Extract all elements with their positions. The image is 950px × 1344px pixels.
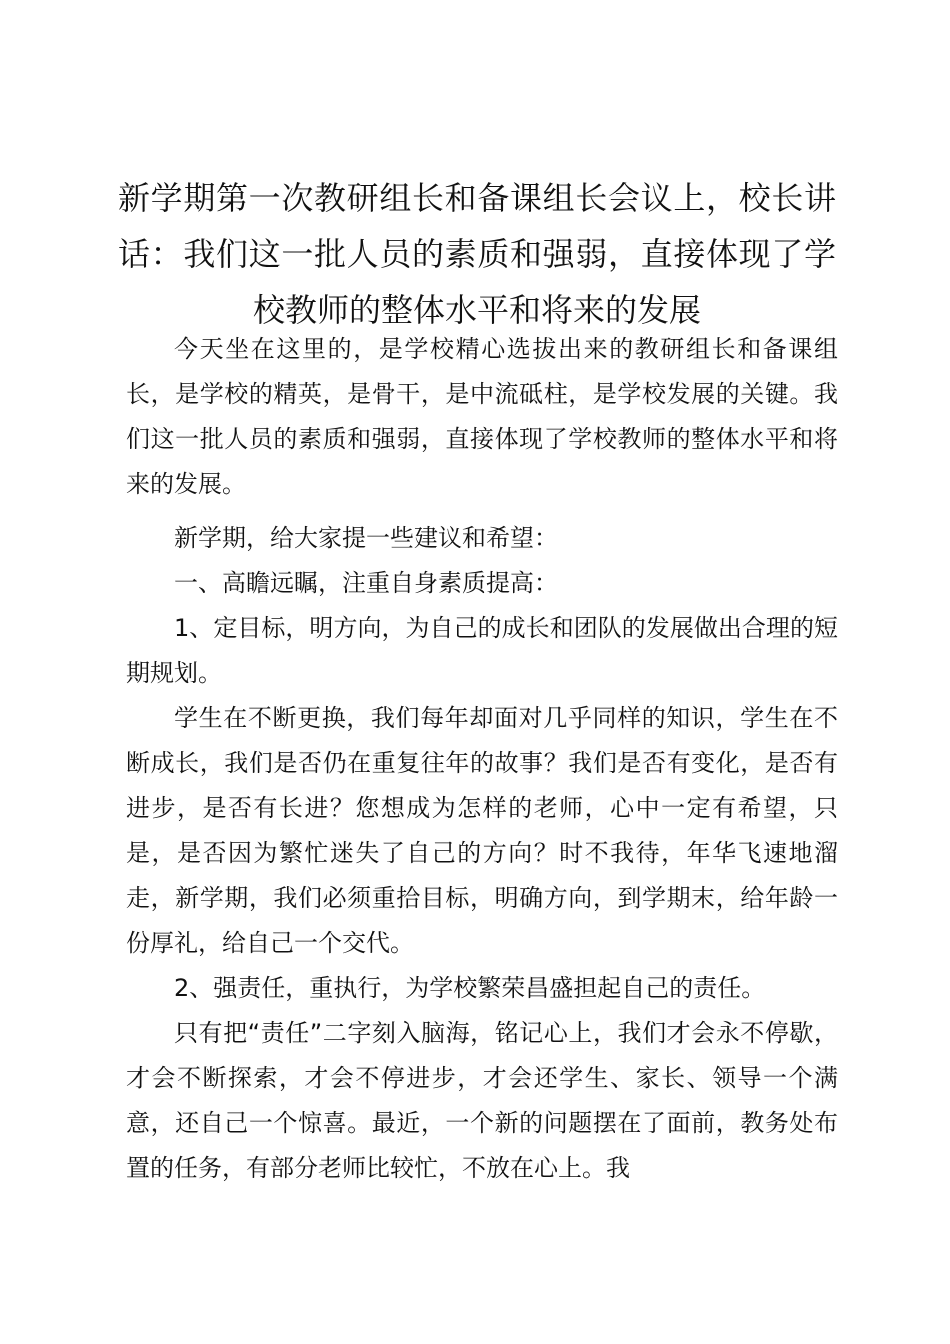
paragraph-suggestions-intro: 新学期，给大家提一些建议和希望： — [174, 524, 558, 552]
paragraph-responsibility: 只有把“责任”二字刻入脑海，铭记心上，我们才会永不停歇，才会不断探索，才会不停进步，才会还学生、家长、领导一个满意，还自己一个惊喜。最近，一个新的问题摆在了面前，教务处布置的任务，有部分老师比较忙，不放在心上。我 — [126, 1019, 838, 1182]
paragraph-intro: 今天坐在这里的，是学校精心选拔出来的教研组长和备课组长，是学校的精英，是骨干，是中流砥柱，是学校发展的关键。我们这一批人员的素质和强弱，直接体现了学校教师的整体水平和将来的发展。 — [126, 335, 838, 498]
section-heading-1: 一、高瞻远瞩，注重自身素质提高： — [174, 569, 558, 597]
document-body — [126, 327, 838, 1191]
document-title: 新学期第一次教研组长和备课组长会议上，校长讲话：我们这一批人员的素质和强弱，直接体现了学校教师的整体水平和将来的发展 — [118, 179, 836, 329]
paragraph-goals: 学生在不断更换，我们每年却面对几乎同样的知识，学生在不断成长，我们是否仍在重复往年的故事？我们是否有变化，是否有进步，是否有长进？您想成为怎样的老师，心中一定有希望，只是，是否因为繁忙迷失了自己的方向？时不我待，年华飞速地溜走，新学期，我们必须重拾目标，明确方向，到学期末，给年龄一份厚礼，给自己一个交代。 — [126, 704, 838, 957]
subheading-1: 1、定目标，明方向，为自己的成长和团队的发展做出合理的短期规划。 — [126, 614, 838, 687]
subheading-2: 2、强责任，重执行，为学校繁荣昌盛担起自己的责任。 — [174, 974, 766, 1002]
